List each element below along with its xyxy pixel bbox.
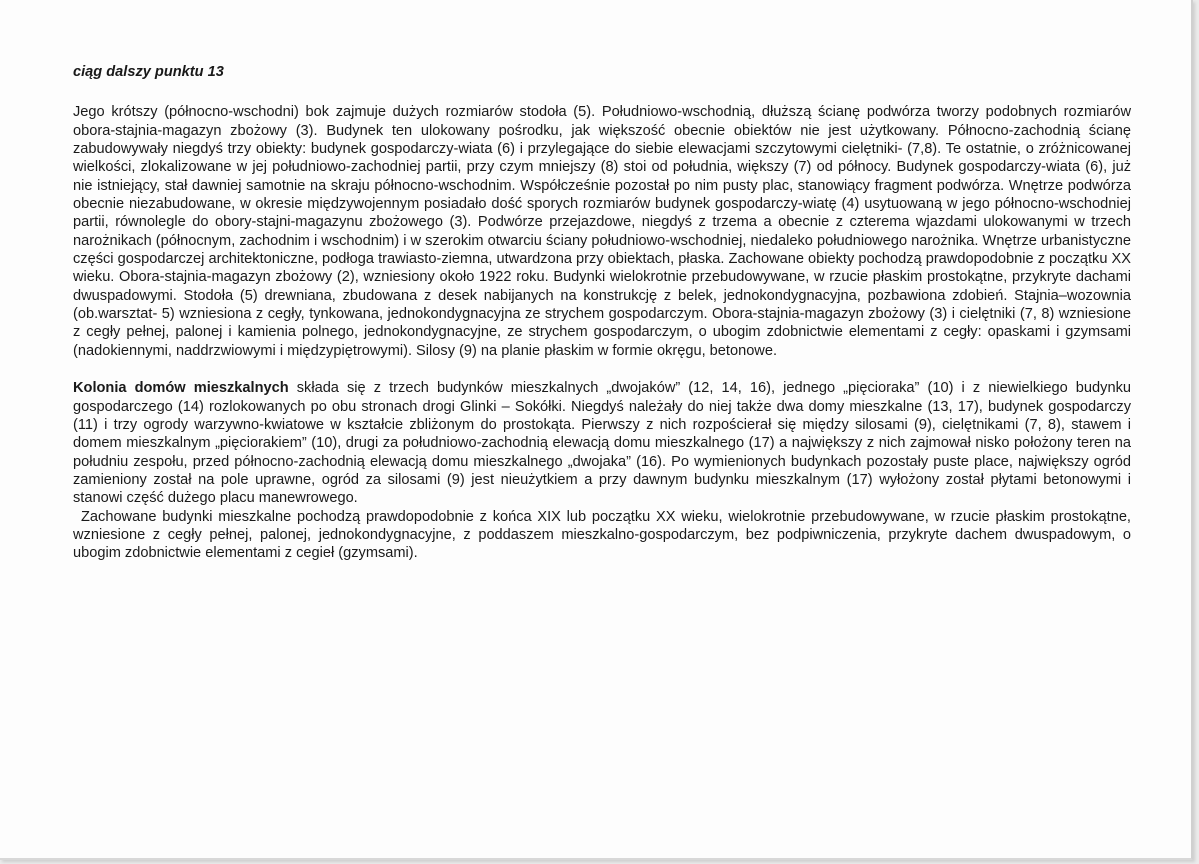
section-heading: ciąg dalszy punktu 13 xyxy=(73,64,224,80)
paragraph-housing-colony-lead: Kolonia domów mieszkalnych xyxy=(73,380,289,397)
document-body xyxy=(73,63,1131,563)
paragraph-residential-buildings xyxy=(73,508,1131,563)
paragraph-farmyard-text: Jego krótszy (północno-wschodni) bok zajmuje dużych rozmiarów stodoła (5). Południowo-wschodnią, dłuższą ścianę podwórza tworzy podobnych rozmiarów obora-stajnia-magazyn zbożowy (3). Budynek ten ulokowany pośrodku, jak większość obecnie obiektów nie jest użytkowany. Północno-zachodnią ścianę zabudowywały niegdyś trzy obiekty: budynek gospodarczy-wiata (6) i przylegające do siebie elewacjami szczytowymi cielętniki- (7,8). Te ostatnie, o zróżnicowanej wielkości, zlokalizowane w jej południowo-zachodniej partii, przy czym mniejszy (8) stoi od południa, większy (7) od północy. Budynek gospodarczy-wiata (6), już nie istniejący, stał dawniej samotnie na skraju północno-wschodnim. Współcześnie pozostał po nim pusty plac, stanowiący fragment podwórza. Wnętrze podwórza obecnie niezabudowane, w okresie międzywojennym posiadało dość sporych rozmiarów budynek gospodarczy-wiatę (4) usytuowaną w jego północno-wschodniej partii, równolegle do obory-stajni-magazynu zbożowego (3). Podwórze przejazdowe, niegdyś z trzema a obecnie z czterema wjazdami ulokowanymi w trzech narożnikach (północnym, zachodnim i wschodnim) i w szerokim otwarciu ściany południowo-wschodniej, niedaleko południowego narożnika. Wnętrze urbanistyczne części gospodarczej architektoniczne, podłoga trawiasto-ziemna, utwardzona przy obiektach, płaska. Zachowane obiekty pochodzą prawdopodobnie z początku XX wieku. Obora-stajnia-magazyn zbożowy (2), wzniesiony około 1922 roku. Budynki wielokrotnie przebudowywane, w rzucie płaskim prostokątne, przykryte dachami dwuspadowymi. Stodoła (5) drewniana, zbudowana z desek nabijanych na konstrukcję z belek, jednokondygnacyjna, pozbawiona zdobień. Stajnia–wozownia (ob.warsztat- 5) wzniesiona z cegły, tynkowana, jednokondygnacyjna ze strychem gospodarczym. Obora-stajnia-magazyn zbożowy (3) i cielętniki (7, 8) wzniesione z cegły pełnej, palonej i kamienia polnego, jednokondygnacyjne, ze strychem gospodarczym, o ubogim zdobnictwie elementami z cegły: opaskami i gzymsami (nadokiennymi, naddrzwiowymi i międzypiętrowymi). Silosy (9) na planie płaskim w formie okręgu, betonowe. xyxy=(73,104,1131,359)
paragraph-housing-colony-text: składa się z trzech budynków mieszkalnych „dwojaków” (12, 14, 16), jednego „pięcioraka” (10) i z niewielkiego budynku gospodarczego (14) rozlokowanych po obu stronach drogi Glinki – Sokółki. Niegdyś należały do niej także dwa domy mieszkalne (13, 17), budynek gospodarczy (11) i trzy ogrody warzywno-kwiatowe w kształcie zbliżonym do prostokąta. Pierwszy z nich rozpościerał się między silosami (9), cielętnikami (7, 8), stawem i domem mieszkalnym „pięciorakiem” (10), drugi za południowo-zachodnią elewacją domu mieszkalnego (17) a największy z nich zajmował nisko położony teren na południu zespołu, przed północno-zachodnią elewacją domu mieszkalnego „dwojaka” (16). Po wymienionych budynkach pozostały puste place, największy ogród zamieniony został na pole uprawne, ogród za silosami (9) jest nieużytkiem a przy dawnym budynku mieszkalnym (17) wyłożony został płytami betonowymi i stanowi część dużego placu manewrowego. xyxy=(73,380,1131,507)
paragraph-housing-colony xyxy=(73,379,1131,507)
paragraph-farmyard xyxy=(73,103,1131,360)
paragraph-residential-buildings-text: Zachowane budynki mieszkalne pochodzą prawdopodobnie z końca XIX lub początku XX wieku, wielokrotnie przebudowywane, w rzucie płaskim prostokątne, wzniesione z cegły pełnej, palonej, jednokondygnacyjne, z poddaszem mieszkalno-gospodarczym, bez podpiwniczenia, przykryte dachem dwuspadowym, o ubogim zdobnictwie elementami z cegieł (gzymsami). xyxy=(73,508,1131,562)
